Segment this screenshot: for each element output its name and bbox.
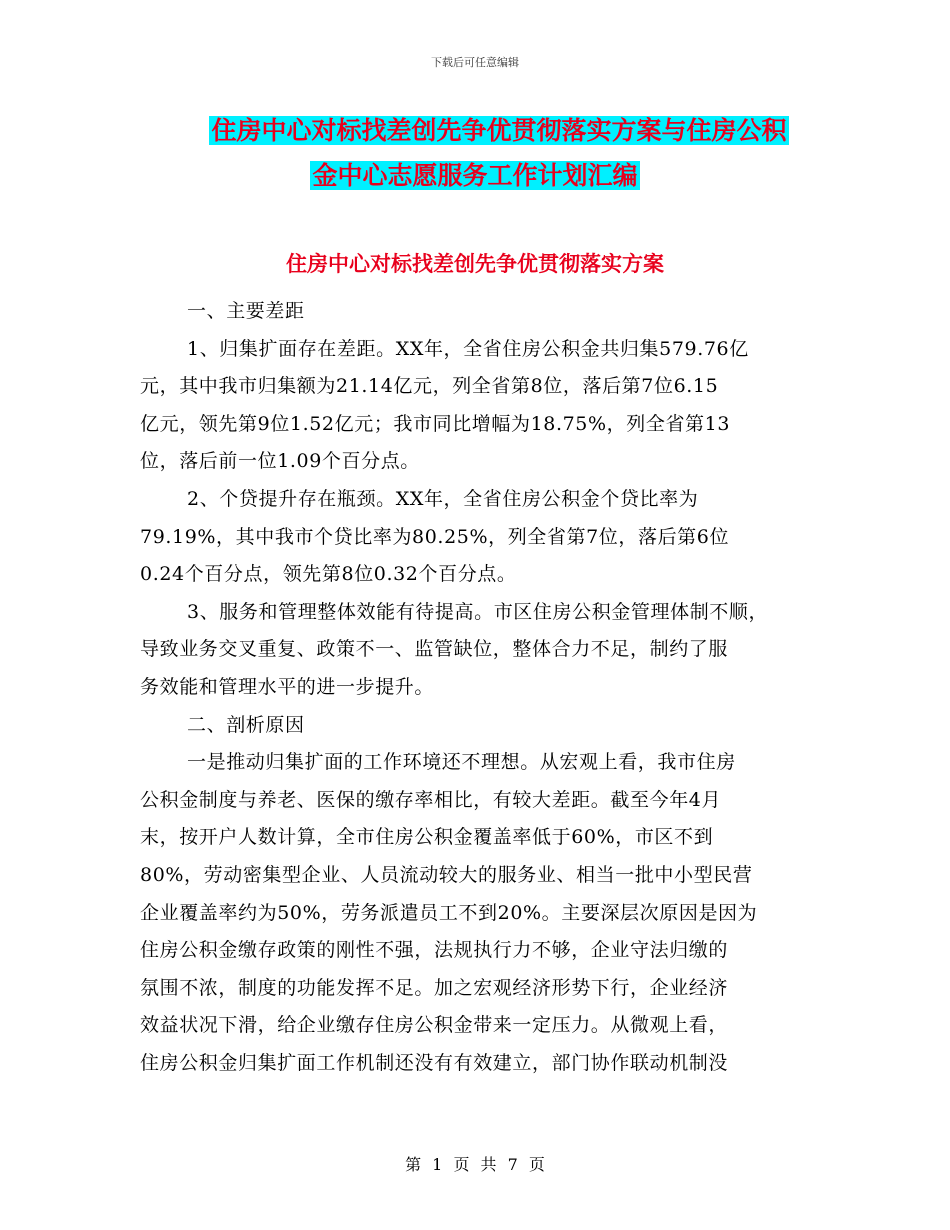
body-line: 亿元，领先第9位1.52亿元；我市同比增幅为18.75%，列全省第13 [140, 412, 731, 435]
body-line: 一是推动归集扩面的工作环境还不理想。从宏观上看，我市住房 [187, 751, 736, 774]
body-line: 导致业务交叉重复、政策不一、监管缺位，整体合力不足，制约了服 [140, 638, 729, 661]
body-line: 0.24个百分点，领先第8位0.32个百分点。 [140, 563, 517, 586]
document-title-line-1 [24, 113, 950, 149]
document-title-line-1-text: 住房中心对标找差创先争优贯彻落实方案与住房公积 [211, 116, 787, 145]
document-body [140, 293, 820, 1082]
body-line: 一、主要差距 [187, 300, 305, 322]
page-footer: 第 1 页 共 7 页 [405, 1155, 545, 1174]
body-line: 企业覆盖率约为50%，劳务派遣员工不到20%。主要深层次原因是因为 [140, 901, 758, 924]
body-line: 79.19%，其中我市个贷比率为80.25%，列全省第7位，落后第6位 [140, 525, 730, 548]
body-line: 务效能和管理水平的进一步提升。 [140, 675, 435, 698]
header-note: 下载后可任意编辑 [431, 56, 519, 69]
body-line: 80%，劳动密集型企业、人员流动较大的服务业、相当一批中小型民营 [140, 863, 753, 886]
body-line: 公积金制度与养老、医保的缴存率相比，有较大差距。截至今年4月 [140, 788, 722, 811]
body-line: 氛围不浓，制度的功能发挥不足。加之宏观经济形势下行，企业经济 [140, 976, 729, 999]
body-line: 住房公积金归集扩面工作机制还没有有效建立，部门协作联动机制没 [140, 1051, 729, 1074]
body-line: 3、服务和管理整体效能有待提高。市区住房公积金管理体制不顺， [187, 600, 769, 623]
body-line: 元，其中我市归集额为21.14亿元，列全省第8位，落后第7位6.15 [140, 375, 719, 398]
body-line: 1、归集扩面存在差距。XX年，全省住房公积金共归集579.76亿 [187, 337, 749, 360]
document-title-line-2-text: 金中心志愿服务工作计划汇编 [312, 161, 638, 190]
body-line: 2、个贷提升存在瓶颈。XX年，全省住房公积金个贷比率为 [187, 487, 699, 510]
body-line: 末，按开户人数计算，全市住房公积金覆盖率低于60%，市区不到 [140, 826, 714, 849]
section-title: 住房中心对标找差创先争优贯彻落实方案 [286, 252, 664, 276]
body-line: 二、剖析原因 [187, 713, 305, 736]
body-line: 效益状况下滑，给企业缴存住房公积金带来一定压力。从微观上看， [140, 1014, 729, 1037]
document-title-line-2 [0, 158, 950, 194]
body-line: 住房公积金缴存政策的刚性不强，法规执行力不够，企业守法归缴的 [140, 939, 729, 962]
body-line: 位，落后前一位1.09个百分点。 [140, 450, 420, 473]
